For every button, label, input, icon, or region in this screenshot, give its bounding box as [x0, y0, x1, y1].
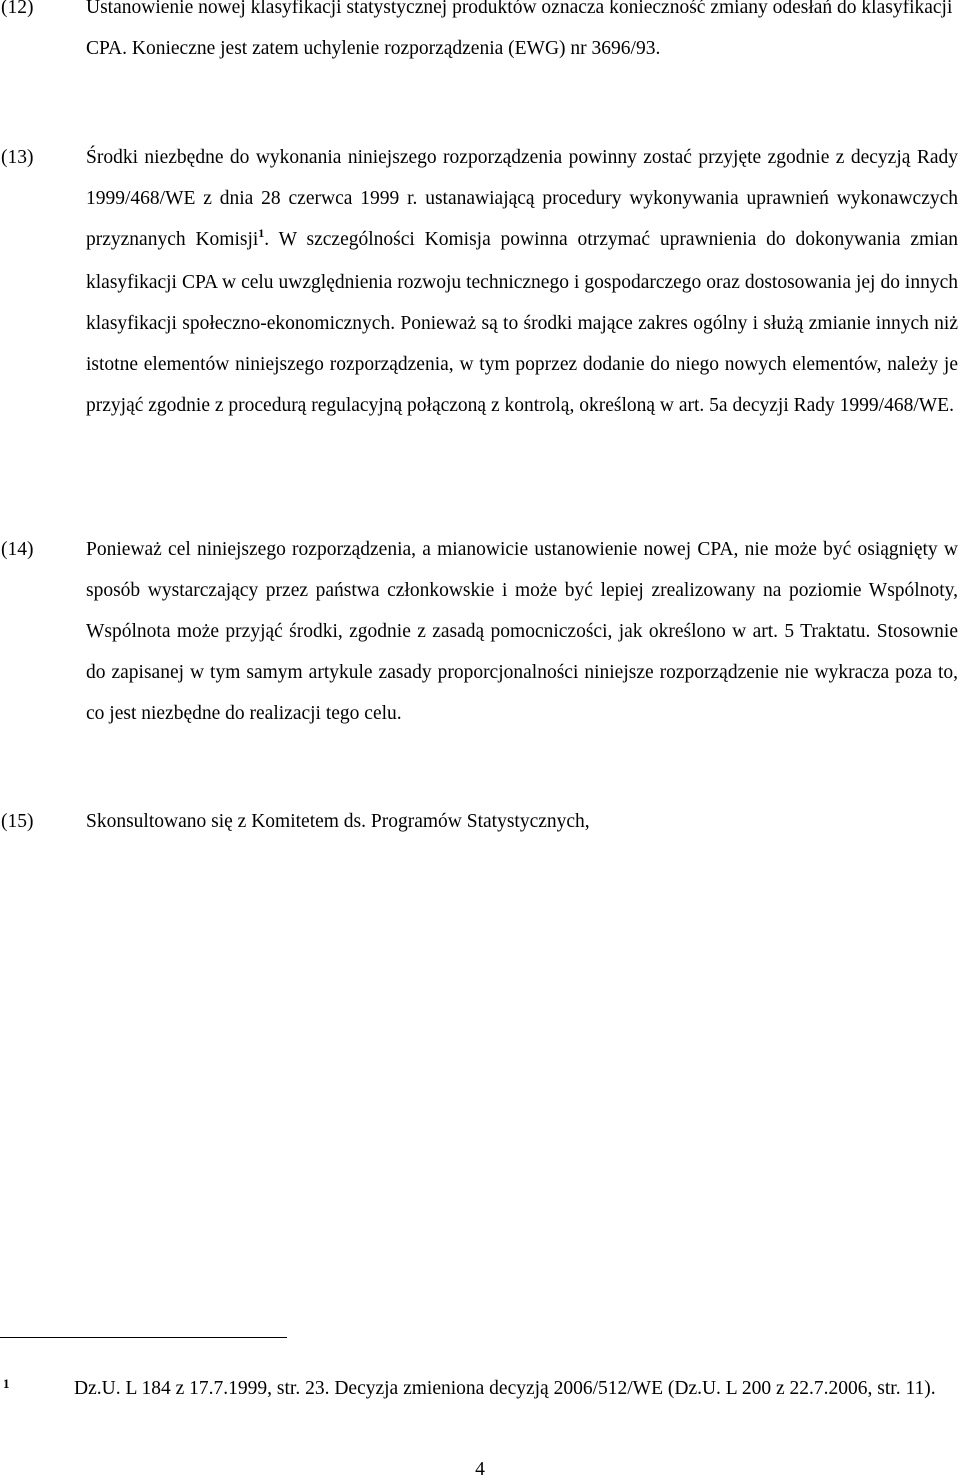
footnote-text: Dz.U. L 184 z 17.7.1999, str. 23. Decyzja zmieniona decyzją 2006/512/WE (Dz.U. L 200 z 22.7.2006, str. 11).	[74, 1378, 936, 1399]
footnote-mark: 1	[3, 1376, 10, 1391]
recital-number: (14)	[1, 539, 34, 560]
recital-text-part: . W szczególności Komisja powinna otrzymać uprawnienia do dokonywania zmian klasyfikacji CPA w celu uwzględnienia rozwoju technicznego i gospodarczego oraz dostosowania jej do innych klasyfikacji społeczno-ekonomicznych. Ponieważ są to środki mające zakres ogólny i służą zmianie innych niż istotne elementów niniejszego rozporządzenia, w tym poprzez dodanie do niego nowych elementów, należy je przyjąć zgodnie z procedurą regulacyjną połączoną z kontrolą, określoną w art. 5a decyzji Rady 1999/468/WE.	[86, 229, 958, 416]
page-number: 4	[475, 1459, 485, 1480]
recital-text: Ustanowienie nowej klasyfikacji statystycznej produktów oznacza konieczność zmiany odesłań do klasyfikacji CPA. Konieczne jest zatem uchylenie rozporządzenia (EWG) nr 3696/93.	[86, 0, 953, 59]
recital-text-part: Środki niezbędne do wykonania niniejszego rozporządzenia powinny zostać przyjęte zgodnie z decyzją Rady 1999/468/WE z dnia 28 czerwca 1999 r. ustanawiającą procedury wykonywania uprawnień wykonawczych przyznanych Komisji	[86, 147, 958, 250]
recital-number: (15)	[1, 811, 34, 832]
recital-number: (13)	[1, 147, 34, 168]
recital-number: (12)	[1, 0, 34, 18]
footnote-reference[interactable]: 1	[258, 226, 265, 240]
recital-text: Skonsultowano się z Komitetem ds. Programów Statystycznych,	[86, 811, 590, 832]
recital-text	[86, 137, 958, 426]
footnote-separator	[0, 1337, 287, 1338]
recital-text: Ponieważ cel niniejszego rozporządzenia, a mianowicie ustanowienie nowej CPA, nie może być osiągnięty w sposób wystarczający przez państwa członkowskie i może być lepiej zrealizowany na poziomie Wspólnoty, Wspólnota może przyjąć środki, zgodnie z zasadą pomocniczości, jak określono w art. 5 Traktatu. Stosownie do zapisanej w tym samym artykule zasady proporcjonalności niniejsze rozporządzenie nie wykracza poza to, co jest niezbędne do realizacji tego celu.	[86, 539, 958, 724]
